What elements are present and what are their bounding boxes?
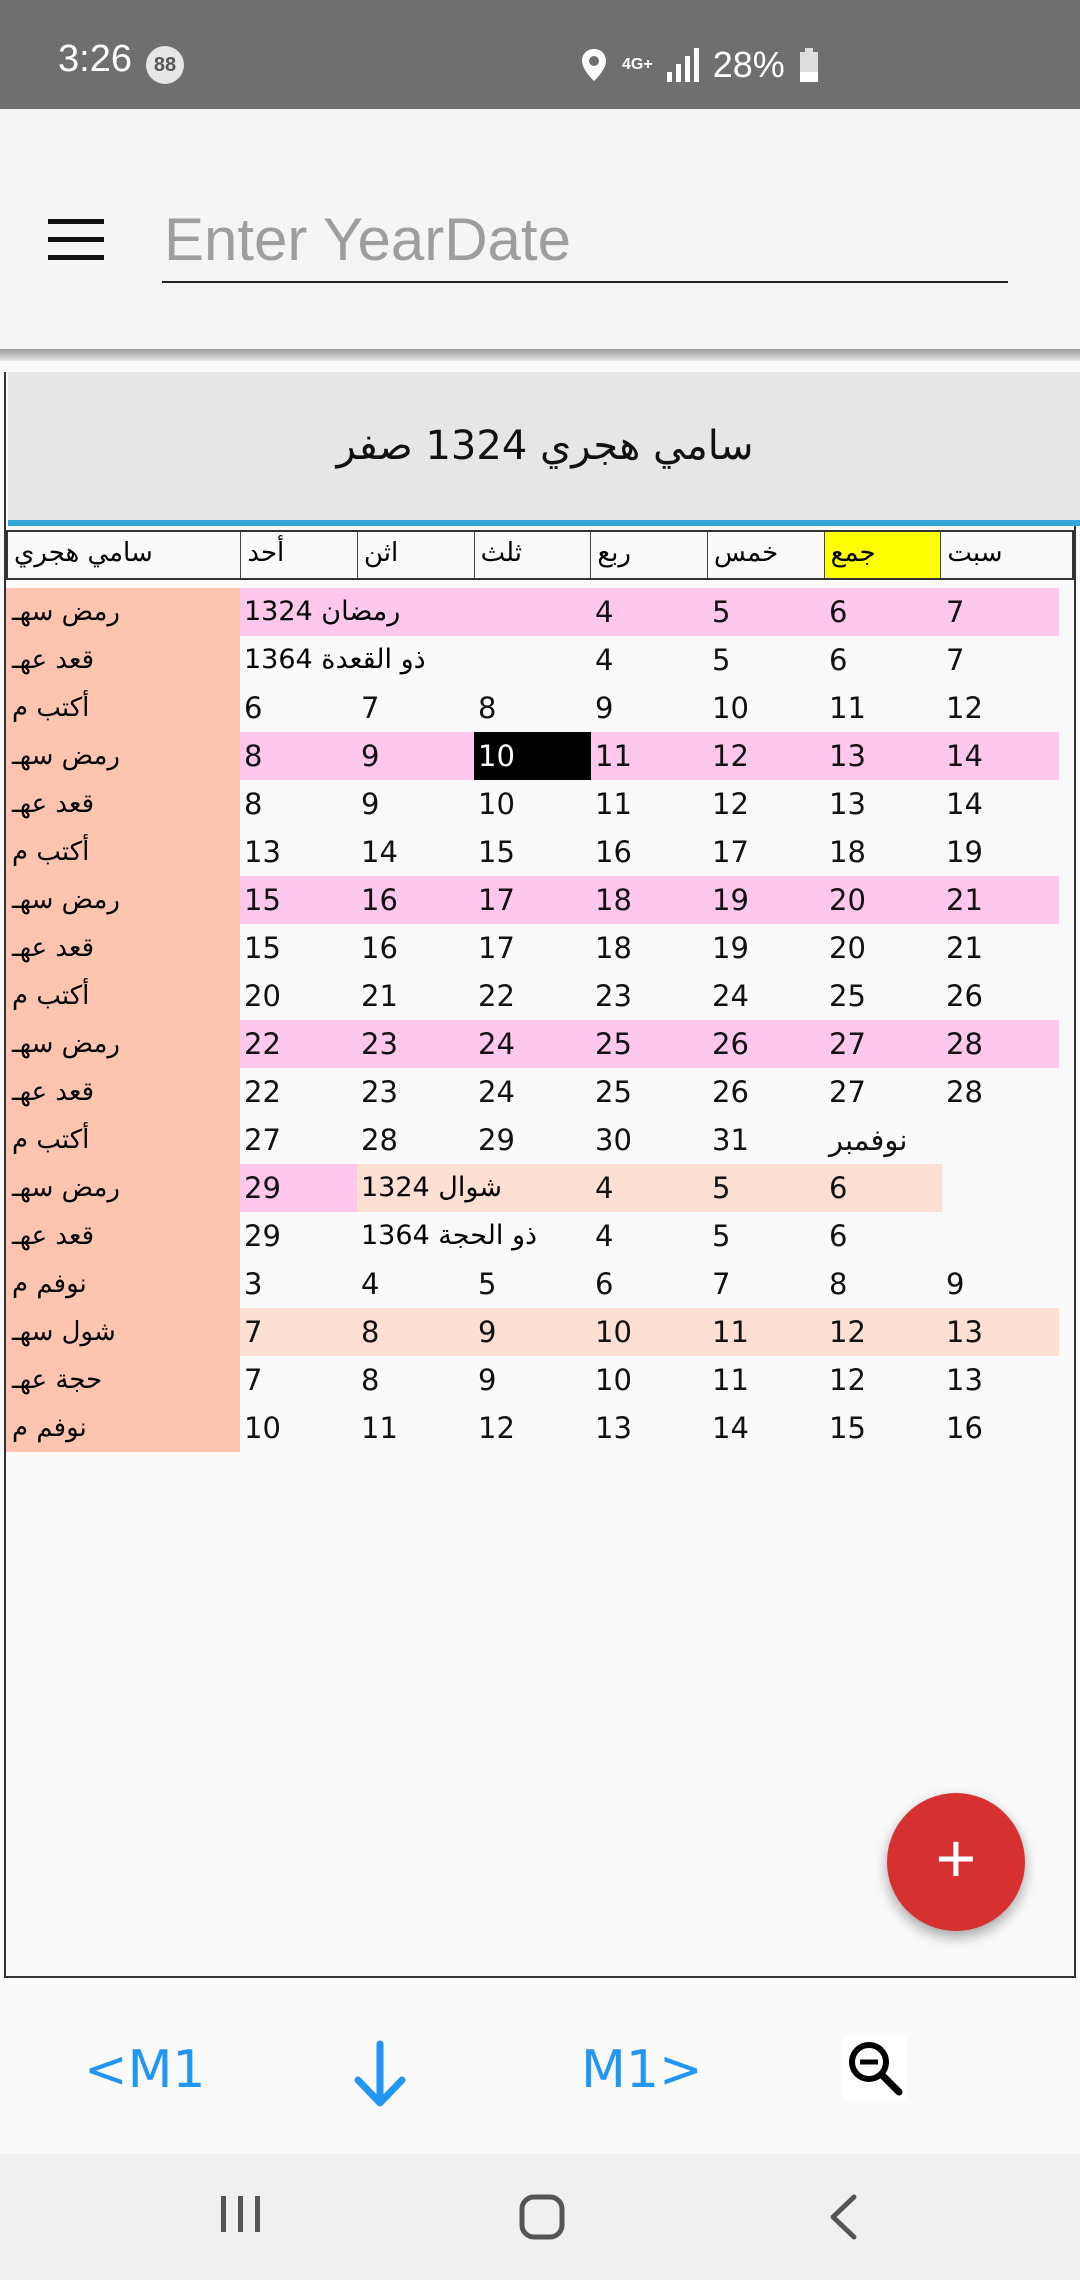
- row-label: قعد عهـ: [6, 1068, 240, 1116]
- day-cell[interactable]: 9: [478, 1363, 497, 1397]
- day-cell[interactable]: 27: [825, 1020, 942, 1068]
- plus-icon: +: [935, 1819, 977, 1897]
- calendar-row: [6, 924, 1060, 972]
- day-cell[interactable]: 5: [712, 643, 731, 677]
- day-cell[interactable]: 7: [240, 1308, 357, 1356]
- calendar-row: [6, 732, 1060, 780]
- status-time: 3:26: [58, 38, 132, 80]
- row-label: قعد عهـ: [6, 780, 240, 828]
- day-cell[interactable]: 11: [712, 1363, 749, 1397]
- day-cell[interactable]: 18: [591, 876, 708, 924]
- month-start-label: رمضان 1324: [240, 588, 591, 636]
- home-icon[interactable]: [519, 2194, 565, 2240]
- row-label: نوفم م: [6, 1260, 240, 1308]
- day-cell[interactable]: 23: [595, 979, 632, 1013]
- day-cell[interactable]: 17: [474, 876, 591, 924]
- day-cell[interactable]: 6: [244, 691, 263, 725]
- day-cell[interactable]: [942, 1116, 1059, 1164]
- day-cell[interactable]: 4: [361, 1267, 380, 1301]
- day-cell[interactable]: 8: [357, 1308, 474, 1356]
- day-header-mon: اثن: [358, 532, 475, 578]
- zoom-out-icon[interactable]: [843, 2036, 907, 2100]
- row-label: حجة عهـ: [6, 1356, 240, 1404]
- day-cell[interactable]: 19: [708, 876, 825, 924]
- day-cell[interactable]: 3: [244, 1267, 263, 1301]
- calendar-row: [6, 1212, 1060, 1260]
- day-cell[interactable]: 12: [946, 691, 983, 725]
- day-cell[interactable]: 8: [244, 787, 263, 821]
- day-cell[interactable]: 12: [825, 1308, 942, 1356]
- day-cell[interactable]: 11: [829, 691, 866, 725]
- day-cell[interactable]: 10: [712, 691, 749, 725]
- day-header-wed: ربع: [591, 532, 708, 578]
- day-cell[interactable]: 31: [712, 1123, 749, 1157]
- calendar-row: [6, 1260, 1060, 1308]
- calendar-row: [6, 1356, 1060, 1404]
- row-label: أكتب م: [6, 1116, 240, 1164]
- row-label: شول سهـ: [6, 1308, 240, 1356]
- hamburger-menu-icon[interactable]: [48, 219, 104, 261]
- row-label: نوفم م: [6, 1404, 240, 1452]
- day-cell[interactable]: 11: [361, 1411, 398, 1445]
- day-cell[interactable]: 27: [829, 1075, 866, 1109]
- yeardate-input[interactable]: [162, 197, 1008, 283]
- calendar-row: [6, 828, 1060, 876]
- calendar-row: [6, 1068, 1060, 1116]
- month-start-label: ذو القعدة 1364: [244, 644, 426, 675]
- day-cell[interactable]: 15: [829, 1411, 866, 1445]
- day-cell[interactable]: 22: [478, 979, 515, 1013]
- day-cell[interactable]: 12: [478, 1411, 515, 1445]
- day-cell[interactable]: 16: [946, 1411, 983, 1445]
- day-cell[interactable]: 13: [595, 1411, 632, 1445]
- day-cell[interactable]: 26: [946, 979, 983, 1013]
- recent-apps-icon[interactable]: [219, 2194, 263, 2234]
- day-cell[interactable]: 10: [244, 1411, 281, 1445]
- day-cell[interactable]: 15: [244, 931, 281, 965]
- day-cell[interactable]: 9: [357, 732, 474, 780]
- calendar-row: [6, 636, 1060, 684]
- day-cell[interactable]: 27: [244, 1123, 281, 1157]
- day-cell[interactable]: 21: [946, 931, 983, 965]
- day-cell[interactable]: 15: [478, 835, 515, 869]
- day-cell[interactable]: 14: [361, 835, 398, 869]
- day-cell[interactable]: 20: [825, 876, 942, 924]
- day-cell[interactable]: 6: [829, 643, 848, 677]
- day-header-fri: جمع: [825, 532, 942, 578]
- day-cell[interactable]: 20: [244, 979, 281, 1013]
- row-label: رمض سهـ: [6, 1020, 240, 1068]
- day-cell[interactable]: 9: [595, 691, 614, 725]
- day-cell[interactable]: 14: [946, 787, 983, 821]
- day-cell[interactable]: 7: [361, 691, 380, 725]
- row-label: رمض سهـ: [6, 1164, 240, 1212]
- day-header-tue: ثلث: [475, 532, 592, 578]
- day-cell[interactable]: 7: [942, 588, 1059, 636]
- battery-icon: [799, 48, 819, 82]
- day-cell[interactable]: 4: [591, 588, 708, 636]
- day-cell[interactable]: 16: [361, 931, 398, 965]
- day-cell[interactable]: 28: [942, 1020, 1059, 1068]
- day-cell[interactable]: 25: [591, 1020, 708, 1068]
- day-cell[interactable]: 4: [595, 1219, 614, 1253]
- day-cell[interactable]: 29: [244, 1219, 281, 1253]
- calendar-row: [6, 1404, 1060, 1452]
- calendar-row: [6, 1116, 1060, 1164]
- row-label: قعد عهـ: [6, 1212, 240, 1260]
- day-cell[interactable]: 8: [361, 1363, 380, 1397]
- day-cell[interactable]: 7: [712, 1267, 731, 1301]
- day-cell[interactable]: 26: [712, 1075, 749, 1109]
- day-cell[interactable]: 9: [946, 1267, 965, 1301]
- day-cell[interactable]: 25: [829, 979, 866, 1013]
- calendar-grid: [6, 588, 1060, 1452]
- day-cell[interactable]: 13: [244, 835, 281, 869]
- row-label: رمض سهـ: [6, 732, 240, 780]
- day-cell[interactable]: 21: [361, 979, 398, 1013]
- back-icon[interactable]: [828, 2194, 858, 2240]
- day-cell[interactable]: 19: [712, 931, 749, 965]
- day-header-sun: أحد: [241, 532, 358, 578]
- day-cell[interactable]: 4: [591, 1164, 708, 1212]
- calendar-row: [6, 876, 1060, 924]
- day-cell[interactable]: 12: [708, 732, 825, 780]
- day-cell[interactable]: 5: [708, 588, 825, 636]
- day-cell[interactable]: 12: [712, 787, 749, 821]
- day-cell[interactable]: 26: [708, 1020, 825, 1068]
- calendar-row: [6, 1308, 1060, 1356]
- calendar-row: [6, 1020, 1060, 1068]
- row-label: قعد عهـ: [6, 924, 240, 972]
- day-cell[interactable]: 6: [829, 1219, 848, 1253]
- day-cell[interactable]: 11: [595, 787, 632, 821]
- system-nav-bar: [0, 2154, 1080, 2280]
- notification-badge: 88: [146, 46, 184, 84]
- day-cell[interactable]: 11: [591, 732, 708, 780]
- next-month-button[interactable]: M1>: [581, 2040, 703, 2100]
- month-start-label: شوال 1324: [357, 1164, 591, 1212]
- day-cell[interactable]: 29: [478, 1123, 515, 1157]
- day-cell[interactable]: 17: [712, 835, 749, 869]
- day-cell[interactable]: 7: [244, 1363, 263, 1397]
- day-cell[interactable]: 13: [942, 1308, 1059, 1356]
- row-label: أكتب م: [6, 828, 240, 876]
- day-cell[interactable]: 24: [712, 979, 749, 1013]
- row-label: رمض سهـ: [6, 876, 240, 924]
- network-type: 4G+: [622, 56, 653, 73]
- status-bar: [0, 0, 1080, 109]
- day-cell[interactable]: 21: [942, 876, 1059, 924]
- day-cell[interactable]: 14: [712, 1411, 749, 1445]
- battery-percent: 28%: [712, 44, 785, 85]
- day-cell[interactable]: نوفمبر: [829, 1123, 908, 1157]
- day-cell[interactable]: 18: [829, 835, 866, 869]
- day-cell[interactable]: 7: [946, 643, 965, 677]
- day-header-sat: سبت: [947, 538, 1003, 568]
- day-cell[interactable]: 20: [829, 931, 866, 965]
- app-bar-shadow: [0, 349, 1080, 361]
- status-icons: [580, 40, 819, 90]
- day-cell[interactable]: 13: [946, 1363, 983, 1397]
- row-label: أكتب م: [6, 972, 240, 1020]
- app-bar: [0, 109, 1080, 349]
- day-headers: [6, 530, 1074, 580]
- day-cell[interactable]: 24: [474, 1020, 591, 1068]
- day-cell[interactable]: 23: [357, 1020, 474, 1068]
- day-cell[interactable]: 5: [712, 1219, 731, 1253]
- day-cell[interactable]: 8: [829, 1267, 848, 1301]
- day-cell[interactable]: 5: [478, 1267, 497, 1301]
- day-cell[interactable]: 6: [825, 1164, 942, 1212]
- today-cell[interactable]: 10: [474, 732, 591, 780]
- day-cell[interactable]: 6: [595, 1267, 614, 1301]
- prev-month-button[interactable]: <M1: [84, 2040, 206, 2100]
- location-icon: [580, 47, 608, 83]
- signal-icon: [667, 48, 699, 82]
- calendar-header: [8, 372, 1080, 526]
- day-cell[interactable]: 5: [708, 1164, 825, 1212]
- day-cell[interactable]: 19: [946, 835, 983, 869]
- day-cell[interactable]: 4: [595, 643, 614, 677]
- arrow-down-icon[interactable]: [352, 2040, 408, 2110]
- bottom-nav-bar: [0, 2000, 1080, 2150]
- day-cell[interactable]: 22: [244, 1075, 281, 1109]
- calendar-row: [6, 780, 1060, 828]
- day-cell[interactable]: 24: [478, 1075, 515, 1109]
- day-cell[interactable]: 13: [829, 787, 866, 821]
- day-header-label-column: سامي هجري: [8, 532, 241, 578]
- day-cell[interactable]: 10: [595, 1363, 632, 1397]
- calendar-row: [6, 1164, 1060, 1212]
- day-cell[interactable]: 9: [361, 787, 380, 821]
- calendar-row: [6, 588, 1060, 636]
- day-cell[interactable]: 9: [474, 1308, 591, 1356]
- day-cell[interactable]: 8: [240, 732, 357, 780]
- day-cell[interactable]: 22: [240, 1020, 357, 1068]
- row-label: قعد عهـ: [6, 636, 240, 684]
- day-cell[interactable]: 17: [478, 931, 515, 965]
- calendar-row: [6, 684, 1060, 732]
- day-cell[interactable]: 11: [708, 1308, 825, 1356]
- day-cell[interactable]: 10: [478, 787, 515, 821]
- day-header-thu: خمس: [708, 532, 825, 578]
- calendar-title: سامي هجري 1324 صفر: [336, 423, 754, 469]
- row-label: أكتب م: [6, 684, 240, 732]
- day-cell[interactable]: 14: [942, 732, 1059, 780]
- day-cell[interactable]: 28: [946, 1075, 983, 1109]
- day-cell[interactable]: 6: [825, 588, 942, 636]
- day-cell[interactable]: 29: [240, 1164, 357, 1212]
- calendar-row: [6, 972, 1060, 1020]
- day-cell[interactable]: 28: [361, 1123, 398, 1157]
- day-cell[interactable]: 13: [825, 732, 942, 780]
- day-cell[interactable]: 12: [829, 1363, 866, 1397]
- day-cell[interactable]: 10: [591, 1308, 708, 1356]
- day-cell[interactable]: 15: [240, 876, 357, 924]
- day-cell[interactable]: 23: [361, 1075, 398, 1109]
- add-fab-button[interactable]: [887, 1793, 1025, 1931]
- day-cell[interactable]: 8: [478, 691, 497, 725]
- day-cell[interactable]: 25: [595, 1075, 632, 1109]
- day-cell[interactable]: 18: [595, 931, 632, 965]
- month-start-label: ذو الحجة 1364: [361, 1220, 538, 1251]
- row-label: رمض سهـ: [6, 588, 240, 636]
- day-cell[interactable]: 30: [595, 1123, 632, 1157]
- day-cell[interactable]: 16: [595, 835, 632, 869]
- day-cell[interactable]: 16: [357, 876, 474, 924]
